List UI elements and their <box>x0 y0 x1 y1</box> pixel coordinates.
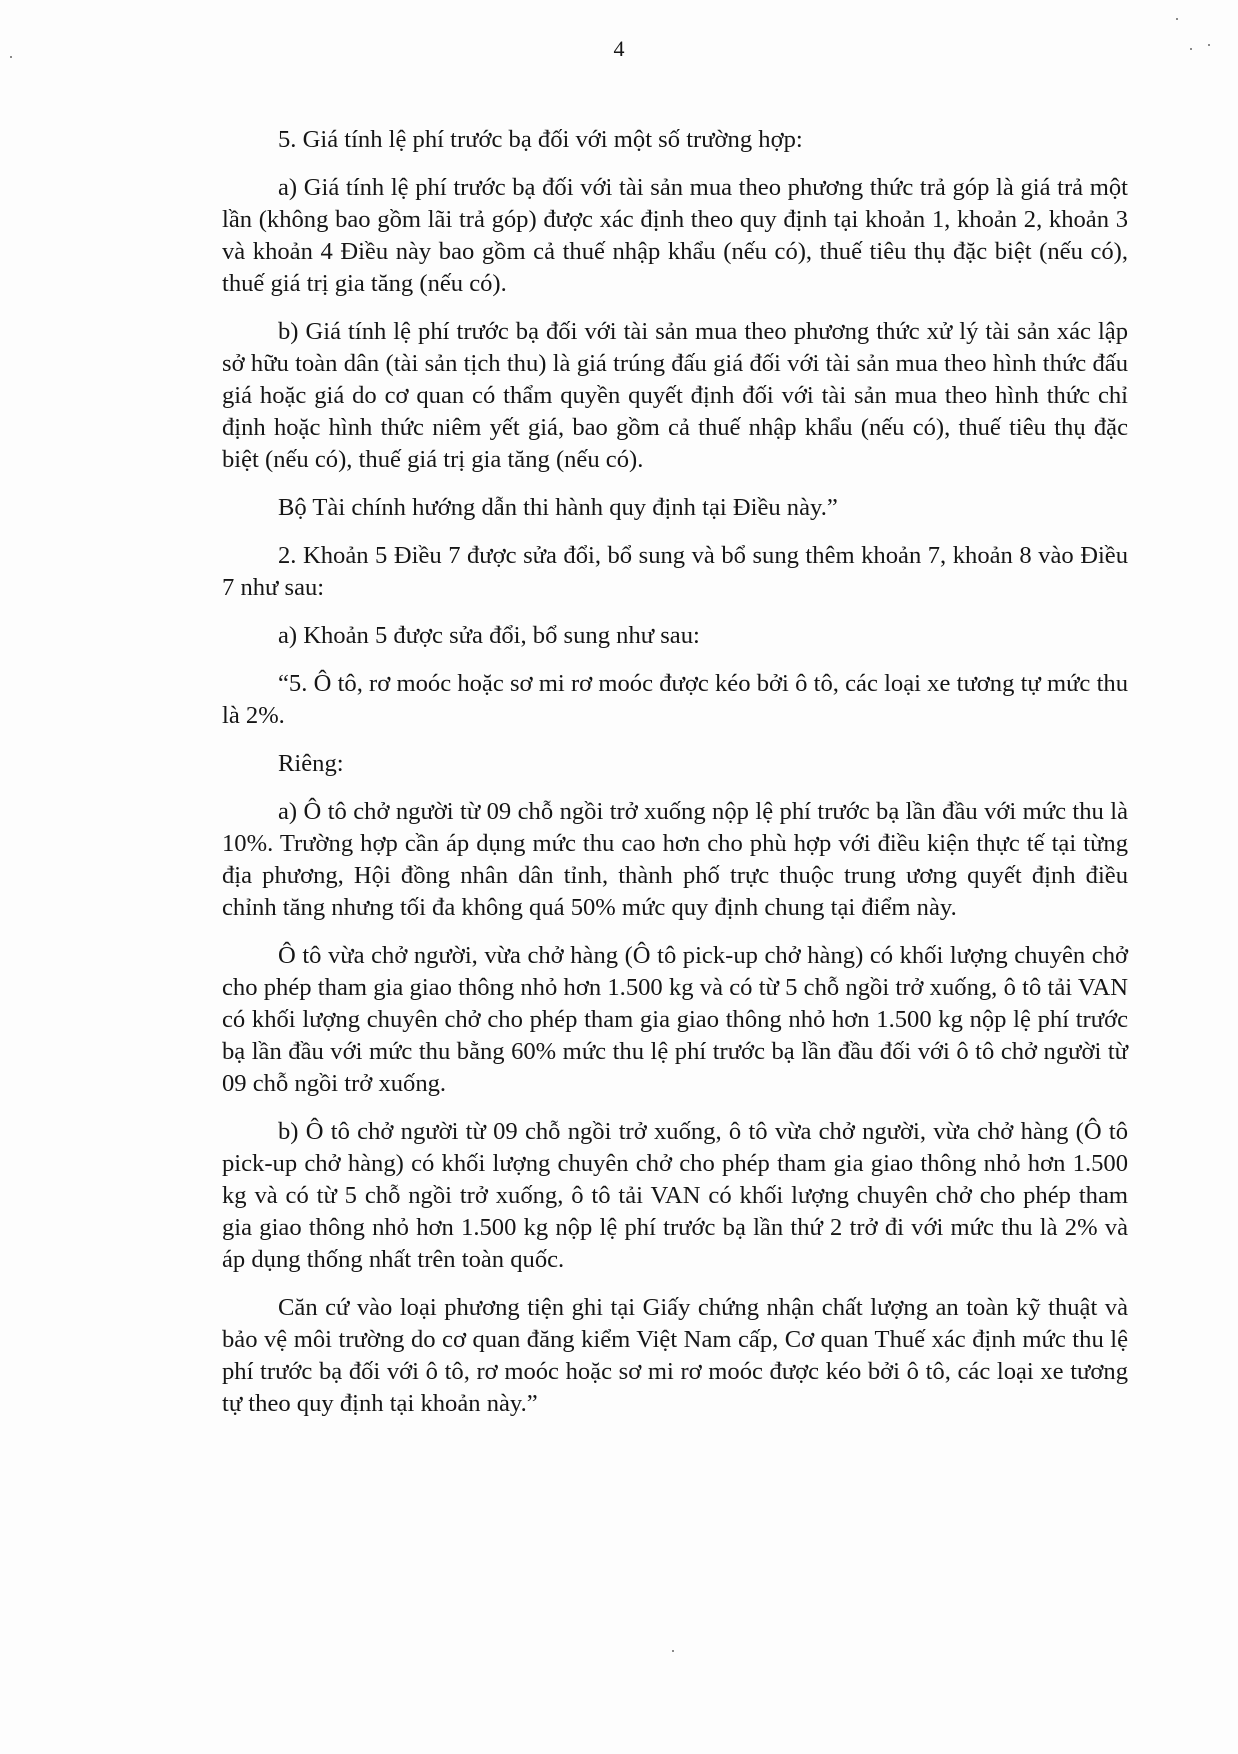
page-number: 4 <box>613 36 625 61</box>
scan-speck <box>1190 48 1192 50</box>
paragraph-5a-installment-price: a) Giá tính lệ phí trước bạ đối với tài sản mua theo phương thức trả góp là giá trả một lần (không bao gồm lãi trả góp) được xác định theo quy định tại khoản 1, khoản 2, khoản 3 và khoản 4 Điều này bao gồm cả thuế nhập khẩu (nếu có), thuế tiêu thụ đặc biệt (nếu có), thuế giá trị gia tăng (nếu có). <box>222 174 1128 297</box>
scan-speck <box>1176 18 1178 20</box>
scan-speck <box>10 56 12 58</box>
paragraph-clause-2-amendment: 2. Khoản 5 Điều 7 được sửa đổi, bổ sung và bổ sung thêm khoản 7, khoản 8 vào Điều 7 như sau: <box>222 542 1128 601</box>
paragraph-second-registration-rate: b) Ô tô chở người từ 09 chỗ ngồi trở xuống, ô tô vừa chở người, vừa chở hàng (Ô tô pick-up chở hàng) có khối lượng chuyên chở cho phép tham gia giao thông nhỏ hơn 1.500 kg và có từ 5 chỗ ngồi trở xuống, ô tô tải VAN có khối lượng chuyên chở cho phép tham gia giao thông nhỏ hơn 1.500 kg nộp lệ phí trước bạ lần thứ 2 trở đi với mức thu là 2% và áp dụng thống nhất trên toàn quốc. <box>222 1118 1128 1273</box>
scan-speck <box>672 1650 674 1652</box>
paragraph-clause-5-amended: a) Khoản 5 được sửa đổi, bổ sung như sau: <box>278 622 700 649</box>
paragraph-separately: Riêng: <box>278 750 344 777</box>
paragraph-passenger-car-first-rate: a) Ô tô chở người từ 09 chỗ ngồi trở xuống nộp lệ phí trước bạ lần đầu với mức thu là 10%. Trường hợp cần áp dụng mức thu cao hơn cho phù hợp với điều kiện thực tế tại từng địa phương, Hội đồng nhân dân tỉnh, thành phố trực thuộc trung ương quyết định điều chỉnh tăng nhưng tối đa không quá 50% mức quy định chung tại điểm này. <box>222 798 1128 921</box>
paragraph-tax-authority-basis: Căn cứ vào loại phương tiện ghi tại Giấy chứng nhận chất lượng an toàn kỹ thuật và bảo vệ môi trường do cơ quan đăng kiểm Việt Nam cấp, Cơ quan Thuế xác định mức thu lệ phí trước bạ đối với ô tô, rơ moóc hoặc sơ mi rơ moóc được kéo bởi ô tô, các loại xe tương tự theo quy định tại khoản này.” <box>222 1294 1128 1417</box>
paragraph-item-5-heading: 5. Giá tính lệ phí trước bạ đối với một số trường hợp: <box>278 126 803 153</box>
scan-speck <box>1208 44 1210 46</box>
paragraph-ministry-guidance: Bộ Tài chính hướng dẫn thi hành quy định tại Điều này.” <box>278 494 838 521</box>
paragraph-car-trailer-rate: “5. Ô tô, rơ moóc hoặc sơ mi rơ moóc được kéo bởi ô tô, các loại xe tương tự mức thu là 2%. <box>222 670 1128 729</box>
paragraph-pickup-van-rate: Ô tô vừa chở người, vừa chở hàng (Ô tô pick-up chở hàng) có khối lượng chuyên chở cho phép tham gia giao thông nhỏ hơn 1.500 kg và có từ 5 chỗ ngồi trở xuống, ô tô tải VAN có khối lượng chuyên chở cho phép tham gia giao thông nhỏ hơn 1.500 kg nộp lệ phí trước bạ lần đầu với mức thu bằng 60% mức thu lệ phí trước bạ lần đầu đối với ô tô chở người từ 09 chỗ ngồi trở xuống. <box>222 942 1128 1097</box>
document-body <box>222 124 1128 1436</box>
paragraph-5b-confiscated-asset-price: b) Giá tính lệ phí trước bạ đối với tài sản mua theo phương thức xử lý tài sản xác lập sở hữu toàn dân (tài sản tịch thu) là giá trúng đấu giá đối với tài sản mua theo hình thức đấu giá hoặc giá do cơ quan có thẩm quyền quyết định đối với tài sản mua theo hình thức chỉ định hoặc hình thức niêm yết giá, bao gồm cả thuế nhập khẩu (nếu có), thuế tiêu thụ đặc biệt (nếu có), thuế giá trị gia tăng (nếu có). <box>222 318 1128 473</box>
